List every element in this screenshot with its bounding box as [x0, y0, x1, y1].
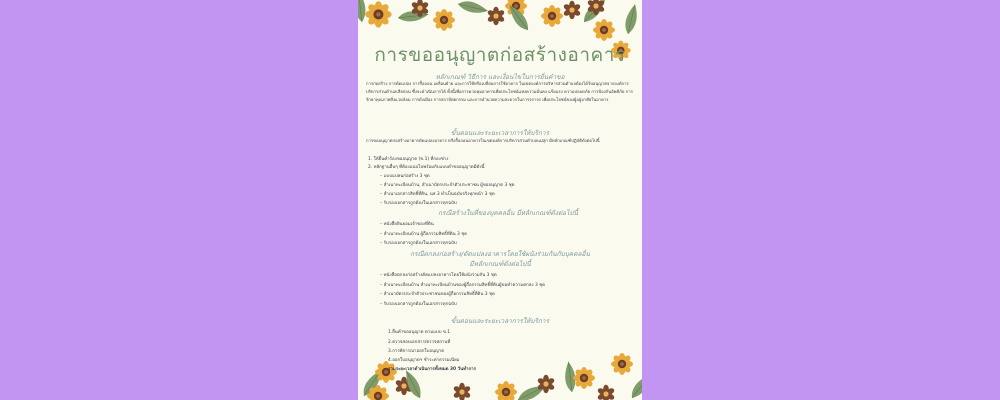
case2-heading: กรณีตกลงก่อสร้าง/ดัดแปลงอาคารโดยใช้ผนังร่วมกันกับบุคคลอื่น [410, 250, 590, 258]
step-item: 4.ออกใบอนุญาตฯ ชำระค่าธรรมเนียม [388, 358, 460, 363]
list-item: – สำเนาทะเบียนบ้าน ผู้ถือกรรมสิทธิ์ที่ดิน 3 ชุด [380, 232, 468, 237]
list-item: – แบบแปลนก่อสร้าง 3 ชุด [380, 174, 430, 179]
list-item: – สำเนาทะเบียนบ้าน, สำเนาบัตรประจำตัวประชาชน ผู้ขออนุญาต 3 ชุด [380, 183, 515, 188]
numbered-item: 2. หลักฐานอื่นๆ ที่ต้องแนบไปพร้อมกับแบบคำขออนุญาตมีดังนี้ [368, 165, 485, 170]
case2-heading-line2: มีหลักเกณฑ์ดังต่อไปนี้ [469, 260, 531, 268]
list-item: – หนังสือตกลงก่อสร้างดัดแปลงอาคารโดยใช้ผนังร่วมกัน 3 ชุด [380, 273, 497, 278]
section1-text: การขออนุญาตก่อสร้างอาคารดัดแปลงอาคาร หรือรื้อถอนอาคารในเขตองค์การบริหารส่วนตำบลแม่สุก มีหลักเกณฑ์ปฏิบัติดังต่อไปนี้ [366, 138, 600, 143]
list-item: – รับรองเอกสารถูกต้องในเอกสารทุกฉบับ [380, 201, 457, 206]
section2-heading: ขั้นตอนและระยะเวลาการให้บริการ [450, 317, 550, 325]
list-item: – สำเนาเอกสารสิทธิ์ที่ดิน, นส.3 ทำเป็นฉบับจริงทุกหน้า 3 ชุด [380, 192, 495, 197]
step-item: 2.ตรวจสอบเอกสาร/ตรวจสถานที่ [388, 340, 451, 345]
case1-heading: กรณีสร้างในที่ของบุคคลอื่น มีหลักเกณฑ์ดังต่อไปนี้ [438, 209, 578, 217]
step-item: 1.ยื่นคำขออนุญาต ตามแบบ ข.1 [388, 330, 451, 335]
list-item: – หนังสือยินยอมเจ้าของที่ดิน [380, 222, 434, 227]
list-item: – สำเนาทะเบียนบ้าน สำเนาทะเบียนบ้านของผู้ถือกรรมสิทธิ์ที่ดินผู้ขอทำความตกลง 3 ชุด [380, 283, 545, 288]
list-item: – สำเนาบัตรประจำตัวประชาชนของผู้ถือกรรมสิทธิ์ที่ดิน 3 ชุด [380, 292, 495, 297]
subtitle: หลักเกณฑ์ วิธีการ และเงื่อนไขในการยื่นคำขอ [435, 73, 565, 81]
section1-heading: ขั้นตอนและระยะเวลาการให้บริการ [450, 129, 550, 137]
document-title: การขออนุญาตก่อสร้างอาคาร [374, 44, 626, 66]
intro-paragraph: การก่อสร้าง การดัดแปลง การรื้อถอน เคลื่อนย้าย และการใช้หรือเปลี่ยนการใช้อาคาร ในเขตองค์การบริหารส่วนตำบลต้องได้รับอนุญาตจากองค์การบริหารส่วนตำบลเสียก่อน ซึ่งจะดำเนินการได้ ทั้งนี้เพื่อการควบคุมอาคารเพื่อประโยชน์แห่งความมั่นคง แข็งแรง ความปลอดภัย การป้องกันอัคคีภัย การรักษาคุณภาพสิ่งแวดล้อม การผังเมือง การสถาปัตยกรรม และการอำนวยความสะดวกในการจราจร เพื่อประโยชน์ของผู้อยู่อาศัยในอาคาร [366, 81, 633, 103]
total-duration: รวมระยะเวลาดำเนินการทั้งหมด 30 วันทำการ [388, 367, 476, 372]
numbered-item: 1. ให้ยื่นคำร้องขออนุญาต (ข.1) ที่กองช่าง [368, 157, 449, 162]
list-item: – รับรองเอกสารถูกต้องในเอกสารทุกฉบับ [380, 302, 457, 307]
step-item: 3.การพิจารณาออกใบอนุญาต [388, 349, 445, 354]
list-item: – รับรองเอกสารถูกต้องในเอกสารทุกฉบับ [380, 241, 457, 246]
document-page [358, 0, 642, 400]
